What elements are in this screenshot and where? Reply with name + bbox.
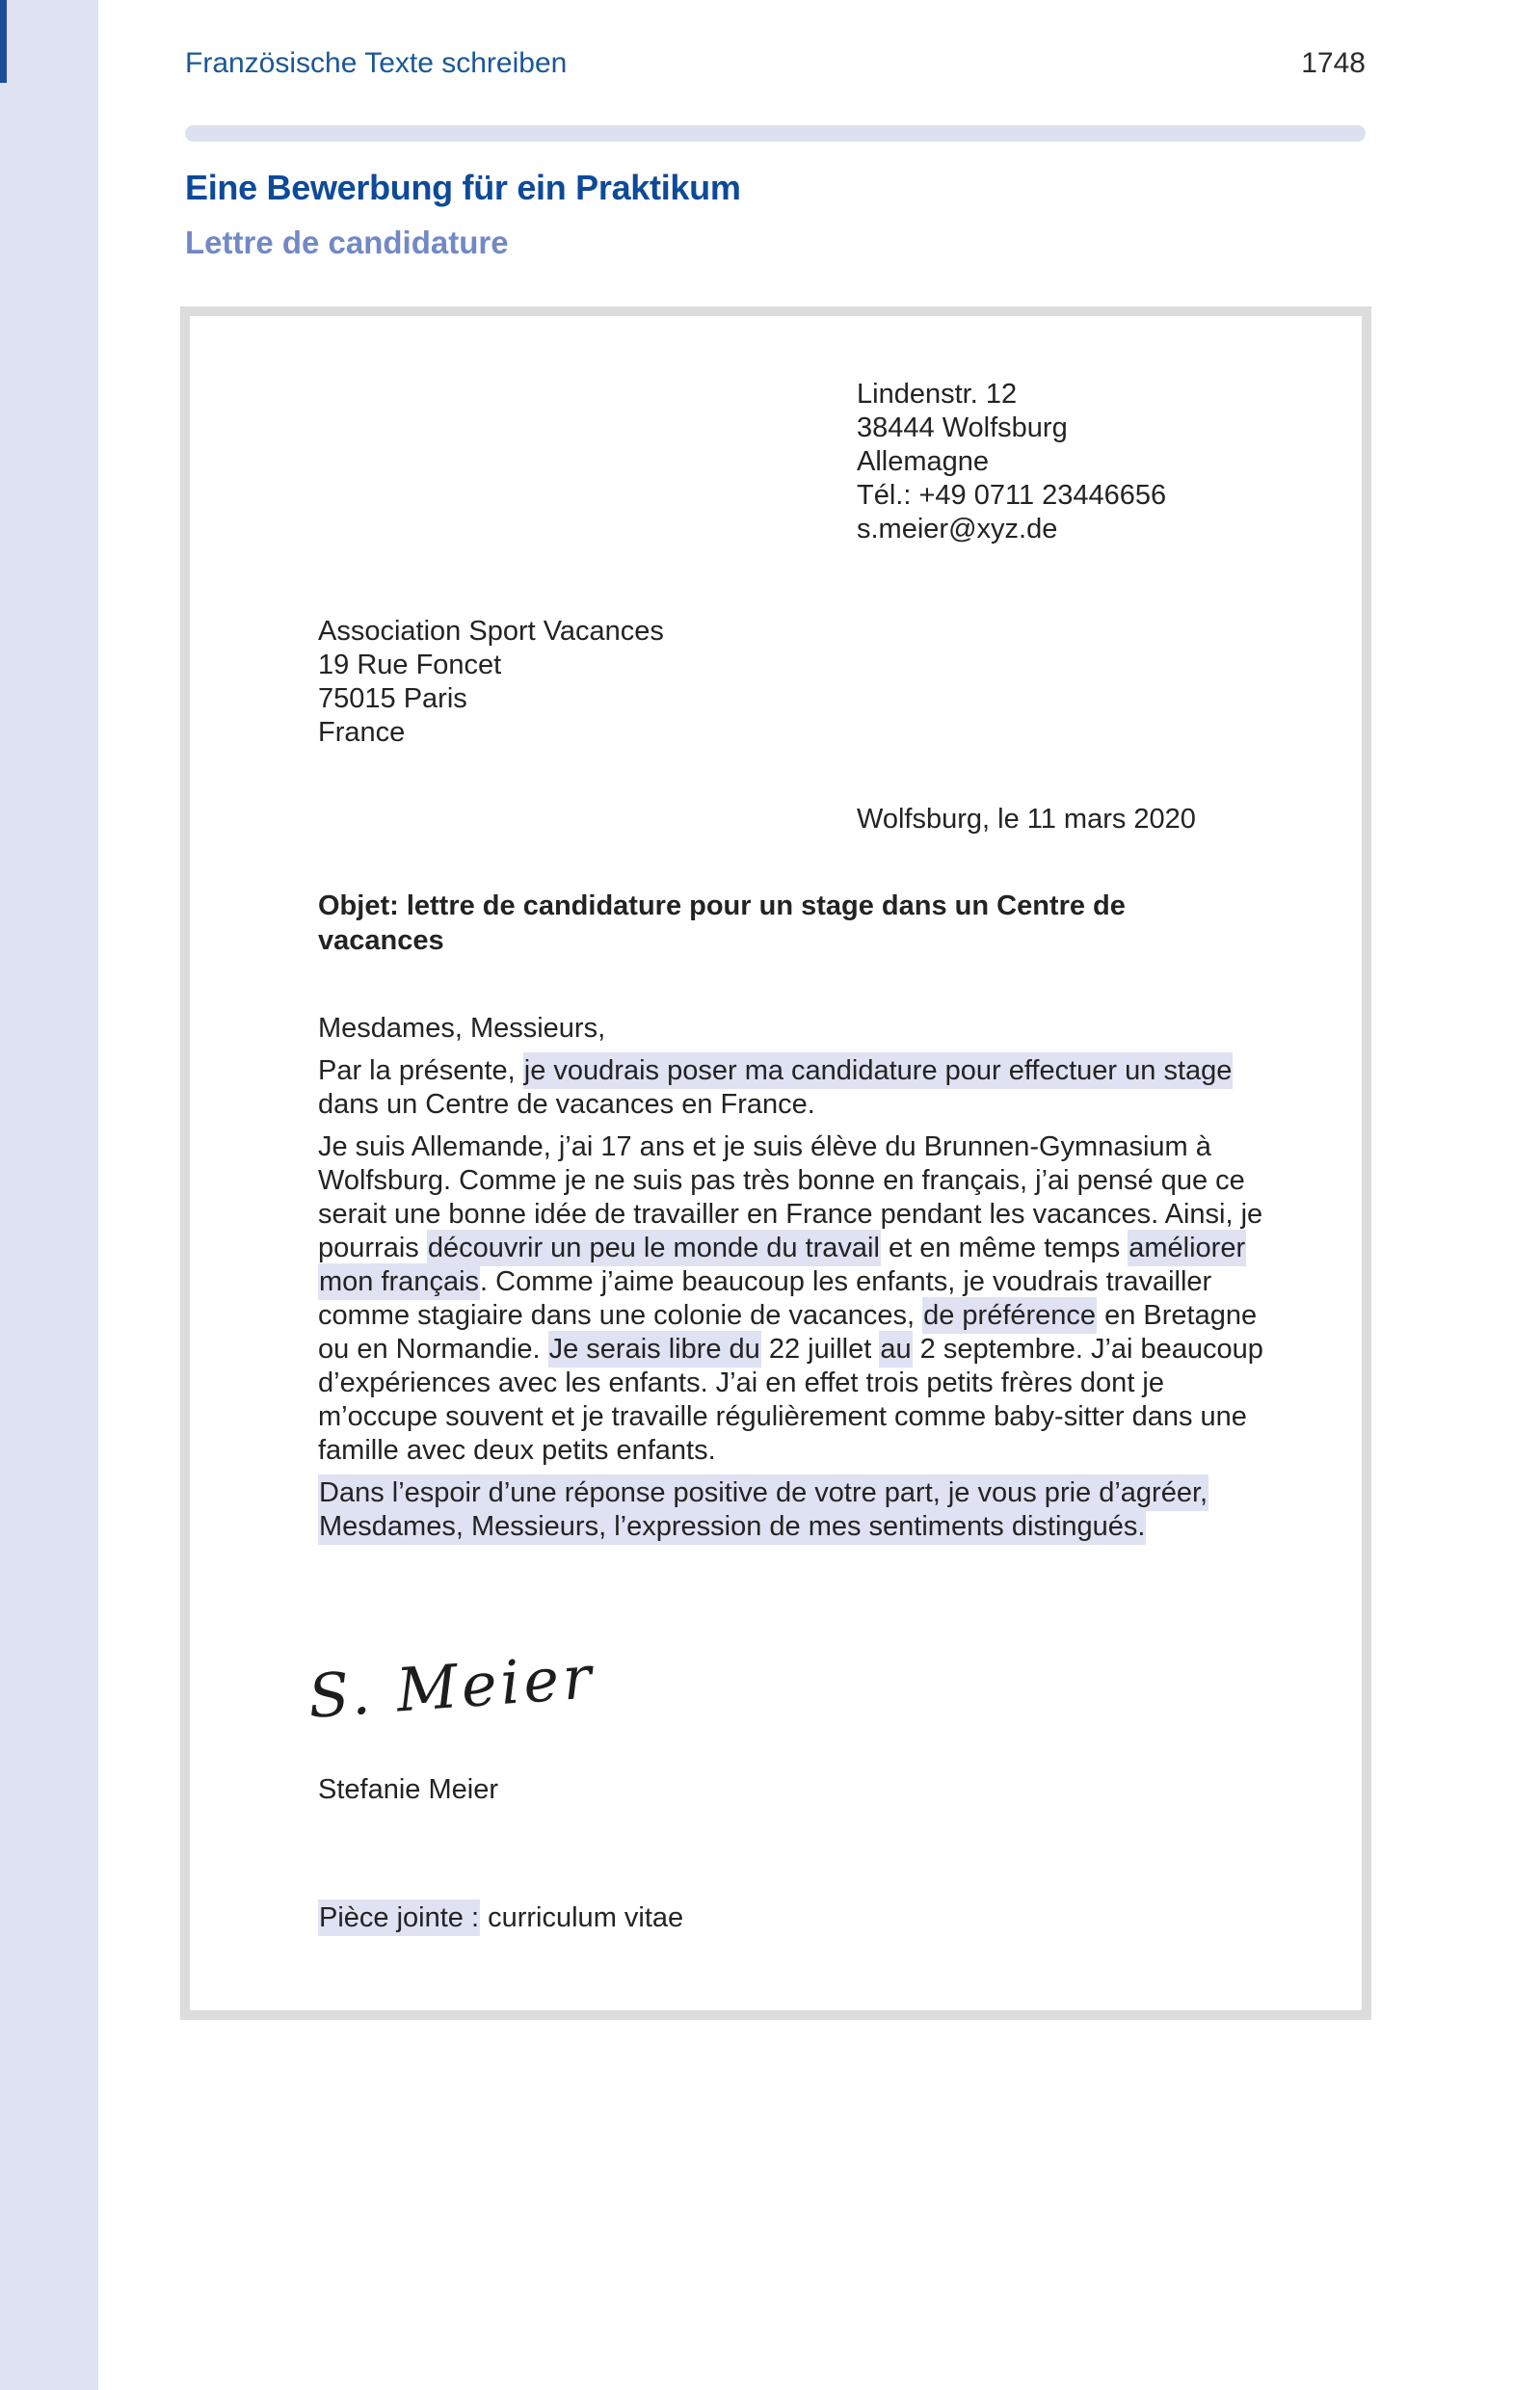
- sender-city: 38444 Wolfsburg: [857, 412, 1068, 443]
- sender-phone: Tél.: +49 0711 23446656: [857, 480, 1167, 511]
- sender-street: Lindenstr. 12: [857, 379, 1018, 410]
- recipient-name: Association Sport Vacances: [318, 616, 664, 647]
- highlighted-phrase: je voudrais poser ma candidature pour effectuer un stage: [523, 1052, 1234, 1089]
- letter-body: [318, 1012, 1272, 1553]
- recipient-country: France: [318, 717, 406, 748]
- salutation: Mesdames, Messieurs,: [318, 1013, 606, 1044]
- highlighted-phrase: améliorer mon français: [318, 1230, 1246, 1300]
- sender-email: s.meier@xyz.de: [857, 514, 1058, 544]
- text-segment: et en même temps: [880, 1233, 1128, 1263]
- highlighted-phrase: Je serais libre du: [548, 1331, 761, 1368]
- recipient-street: 19 Rue Foncet: [318, 650, 502, 680]
- text-segment: en Bretagne ou en Normandie.: [318, 1300, 1258, 1365]
- highlighted-phrase: Dans l’espoir d’une réponse positive de votre part, je vous prie d’agréer, Mesdames, Messieurs, l’expression de mes sentiments distingués.: [318, 1474, 1208, 1545]
- text-segment: curriculum vitae: [480, 1902, 684, 1933]
- text-segment: dans un Centre de vacances en France.: [318, 1089, 815, 1120]
- recipient-city: 75015 Paris: [318, 683, 467, 714]
- body-paragraph: [318, 1054, 1272, 1122]
- page-title: Eine Bewerbung für ein Praktikum: [185, 168, 741, 207]
- corner-accent-mark: [0, 0, 7, 83]
- highlighted-phrase: découvrir un peu le monde du travail: [427, 1230, 881, 1266]
- text-segment: Je suis Allemande, j’ai 17 ans et je suis élève du Brunnen-Gymnasium à Wolfsburg. Comme je ne suis pas très bonne en français, j’ai pensé que ce serait une bonne idée de travailler en France pendant les vacances. Ainsi, je pourrais: [318, 1131, 1263, 1263]
- body-paragraph: [318, 1130, 1272, 1468]
- header-divider-bar: [185, 125, 1366, 142]
- sender-country: Allemagne: [857, 446, 990, 477]
- text-segment: . Comme j’aime beaucoup les enfants, je voudrais travailler comme stagiaire dans une colonie de vacances,: [318, 1266, 1212, 1331]
- text-segment: Par la présente,: [318, 1055, 523, 1086]
- letter-example-box: [180, 306, 1371, 2020]
- chapter-heading: Französische Texte schreiben: [185, 47, 568, 79]
- sender-address-block: [857, 378, 1166, 546]
- handwritten-signature: S. Meier: [305, 1641, 597, 1732]
- highlighted-phrase: de préférence: [922, 1297, 1097, 1334]
- subject-line: Objet: lettre de candidature pour un stage dans un Centre de vacances: [318, 890, 1126, 956]
- body-paragraph: [318, 1476, 1272, 1544]
- left-margin-stripe: [0, 0, 98, 2390]
- highlighted-phrase: au: [879, 1331, 912, 1368]
- signature-printed-name: Stefanie Meier: [318, 1774, 498, 1805]
- text-segment: 22 juillet: [760, 1334, 880, 1365]
- attachment-line: [318, 1901, 683, 1935]
- highlighted-phrase: Pièce jointe :: [318, 1899, 480, 1936]
- date-line: Wolfsburg, le 11 mars 2020: [857, 804, 1196, 835]
- text-segment: 2 septembre. J’ai beaucoup d’expériences avec les enfants. J’ai en effet trois petits frères dont je m’occupe souvent et je travaille régulièrement comme baby-sitter dans une famille avec deux petits enfants.: [318, 1334, 1263, 1466]
- page-subtitle: Lettre de candidature: [185, 225, 509, 260]
- recipient-address-block: [318, 615, 664, 750]
- page-number: 1748: [1301, 47, 1366, 79]
